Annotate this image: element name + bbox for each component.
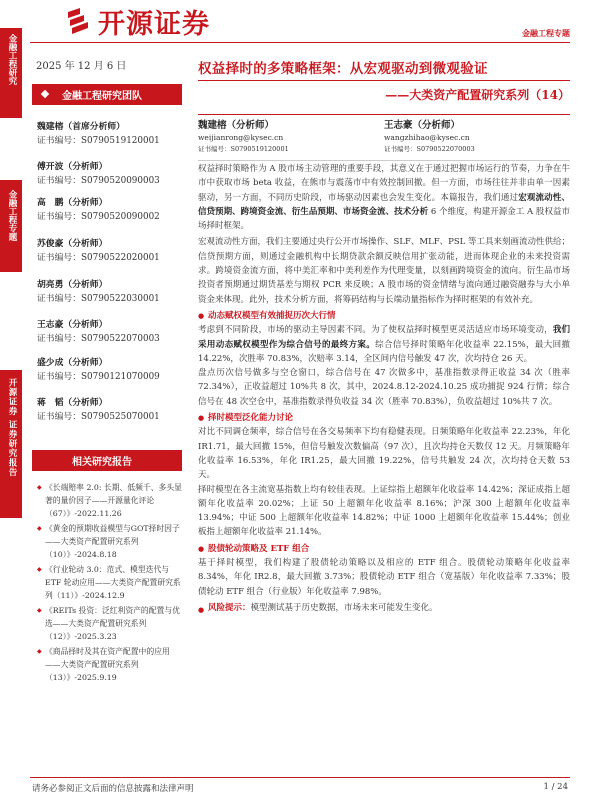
related-report-link[interactable]: ◆ 《REITs 投资：泛红利资产的配置与优选——大类资产配置研究系列（12）》-2025.3.23 xyxy=(37,604,185,643)
related-report-link[interactable]: ◆ 《商品择时及其在资产配置中的应用——大类资产配置研究系列（13）》-2025.9.19 xyxy=(37,645,185,684)
paragraph: 择时模型在各主流宽基指数上均有较佳表现。上证综指上超额年化收益率 14.42%；深证成指上超额年化收益率 20.02%；上证 50 上超额年化收益率 8.16%；沪深 300 上超额年化收益率 13.94%；中证 500 上超额年化收益率 14.82%；中证 1000 上超额年化收益率 15.44%；创业板指上超额年化收益率 21.14%。 xyxy=(198,484,570,538)
footer-disclaimer: 请务必参阅正文后面的信息披露和法律声明 xyxy=(32,784,194,794)
analyst-name: 胡亮勇（分析师） xyxy=(37,280,108,290)
section-bold: 我们采用动态赋权模型作为综合信号的最终方案。 xyxy=(198,325,570,350)
analyst-entry xyxy=(37,278,160,306)
report-date: 2025 年 12 月 6 日 xyxy=(36,61,127,72)
analyst-cert: 证书编号：S0790522070003 xyxy=(37,334,160,344)
author-cert: 证书编号：S0790519120001 xyxy=(198,144,289,153)
logo-mark-icon xyxy=(66,6,92,36)
analyst-entry xyxy=(37,196,160,224)
header-tag: 金融工程专题 xyxy=(522,28,570,38)
side-label-bottom xyxy=(0,378,24,477)
report-subtitle: ——大类资产配置研究系列（14） xyxy=(385,88,570,102)
section-text: 综合信号择时策略年化收益率 22.15%，最大回撤 14.22%，次胜率 70.83%，次赔率 3.14，全区间内信号触发 47 次，次均持仓 26 天。 xyxy=(198,339,570,364)
author-block xyxy=(198,119,289,154)
page-number: 1 / 24 xyxy=(543,782,568,792)
analyst-entry xyxy=(37,318,160,346)
side-label-mid-text: 金融工程专题 xyxy=(7,190,17,241)
analyst-cert: 证书编号：S0790525070001 xyxy=(37,412,160,422)
author-block xyxy=(384,119,475,154)
risk-label: ● 风险提示： xyxy=(198,603,251,613)
analyst-cert: 证书编号：S0790121070009 xyxy=(37,372,160,382)
analyst-cert: 证书编号：S0790519120001 xyxy=(37,136,160,146)
author-email[interactable]: wangzhihao@kysec.cn xyxy=(384,133,470,142)
intro-paragraph xyxy=(198,162,570,233)
side-label-top-text: 金融工程研究 xyxy=(7,34,17,85)
analyst-entry xyxy=(37,356,160,384)
report-title: 权益择时的多策略框架：从宏观驱动到微观验证 xyxy=(198,61,488,77)
section-heading: ● 股债轮动策略及 ETF 组合 xyxy=(198,542,570,556)
title-divider xyxy=(198,80,570,81)
analyst-entry xyxy=(37,160,160,188)
author-divider xyxy=(198,160,570,161)
logo-text: 开源证券 xyxy=(98,8,210,40)
author-name: 魏建榕（分析师） xyxy=(198,120,275,131)
subtitle-divider xyxy=(198,114,570,115)
author-email[interactable]: weijianrong@kysec.cn xyxy=(198,133,284,142)
related-reports-banner: 相关研究报告 xyxy=(32,450,182,471)
risk-text: 模型测试基于历史数据，市场未来可能发生变化。 xyxy=(250,602,438,613)
analyst-entry xyxy=(37,120,160,148)
analyst-name: 蒋 韬（分析师） xyxy=(37,398,108,408)
side-label-top xyxy=(0,34,24,85)
analyst-name: 魏建榕（首席分析师） xyxy=(37,122,125,132)
analyst-cert: 证书编号：S0790520090003 xyxy=(37,176,160,186)
side-label-bottom-text: 开源证券 证券研究报告 xyxy=(7,378,17,477)
risk-line xyxy=(198,601,570,615)
intro-text-b: 6 个维度，构建开源金工 A 股权益市场择时框架。 xyxy=(198,206,570,232)
analyst-cert: 证书编号：S0790522030001 xyxy=(37,294,160,304)
analyst-name: 高 鹏（分析师） xyxy=(37,198,108,208)
author-name: 王志豪（分析师） xyxy=(384,120,461,131)
related-report-link[interactable]: ◆ 《长端赔率 2.0: 长期、低频千、多头显著的量价因子——开源量化评论（67）》-2022.11.26 xyxy=(37,481,185,520)
paragraph xyxy=(198,323,570,366)
paragraph: 盘点历次信号做多与空仓窗口，综合信号在 47 次做多中，基准指数录得正收益 34 次（胜率 72.34%），正收益超过 10%共 8 次，其中，2024.8.12-2024.10.25 成功捕捉 924 行情；综合信号在 48 次空仓中，基准指数录得负收益 34 次（胜率 70.83%），负收益超过 10%共 7 次。 xyxy=(198,368,570,407)
section-heading: ● 动态赋权模型有效捕捉历次大行情 xyxy=(198,309,570,323)
header-divider xyxy=(30,42,570,43)
intro-text-a: 权益择时策略作为 A 股市场主动管理的重要手段，其意义在于通过把握市场运行的节奏，力争在牛市中获取市场 beta 收益，在熊市与震荡市中有效控制回撤。但一方面，市场往往并非由单一因素驱动，另一方面，不同历史阶段，市场驱动因素也会发生变化。本篇报告，我们通过 xyxy=(198,164,570,203)
analyst-name: 王志豪（分析师） xyxy=(37,320,108,330)
analyst-cert: 证书编号：S0790522020001 xyxy=(37,253,160,263)
related-report-link[interactable]: ◆ 《行业轮动 3.0：范式、模型迭代与 ETF 轮动应用——大类资产配置研究系列（11）》-2024.12.9 xyxy=(37,563,185,602)
paragraph: 基于择时模型，我们构建了股债轮动策略以及相应的 ETF 组合。股债轮动策略年化收益率 8.34%，年化 IR2.8，最大回撤 3.73%；股债轮动 ETF 组合（宽基版）年化收益率 7.33%；股债轮动 ETF 组合（行业版）年化收益率 7.98%。 xyxy=(198,558,570,597)
intro-bold: 宏观流动性、信贷预期、跨境资金流、衍生品预期、市场资金流、技术分析 xyxy=(198,192,570,217)
report-body xyxy=(198,162,570,615)
analyst-name: 苏俊豪（分析师） xyxy=(37,239,108,249)
paragraph: 宏观流动性方面，我们主要通过央行公开市场操作、SLF、MLF、PSL 等工具来刻画流动性供给；信贷预期方面，则通过金融机构中长期贷款余额反映信用扩张动能，进而体现企业的未来投资需求。跨境资金流方面，将中美汇率和中美利差作为代理变量，以刻画跨境资金的流向。衍生品市场投资者预期通过期货基差与期权 PCR 来反映；A 股市场的资金情绪与流向通过融资融券与大小单资金来体现。此外，技术分析方面，将筹码结构与长端动量指标作为择时框架的有效补充。 xyxy=(198,237,571,305)
side-strip xyxy=(0,0,24,800)
brand-logo xyxy=(66,2,210,40)
analyst-cert: 证书编号：S0790520090002 xyxy=(37,212,160,222)
related-report-link[interactable]: ◆ 《黄金的预期收益模型与GOT择时因子——大类资产配置研究系列（10）》-2024.8.18 xyxy=(37,522,185,561)
section-text: 考虑到不同阶段，市场的驱动主导因素不同。为了使权益择时模型更灵活适应市场环境变动， xyxy=(198,325,553,336)
analyst-entry xyxy=(37,396,160,424)
footer-divider xyxy=(30,777,570,778)
analyst-entry xyxy=(37,237,160,265)
team-banner: 金融工程研究团队 xyxy=(32,84,182,105)
paragraph: 对比不同调仓频率，综合信号在各交易频率下均有稳健表现。日频策略年化收益率 22.23%，年化 IR1.71，最大回撤 15%，但信号触发次数偏高（97 次），且次均持仓天数仅 12 天。月频策略年化收益率 16.53%，年化 IR1.25，最大回撤 19.22%，信号共触发 24 次，次均持仓天数 53 天。 xyxy=(198,427,570,481)
related-reports-list xyxy=(37,481,185,686)
author-cert: 证书编号：S0790522070003 xyxy=(384,144,475,153)
analyst-name: 盛少成（分析师） xyxy=(37,358,108,368)
section-heading: ● 择时模型泛化能力讨论 xyxy=(198,411,570,425)
analyst-name: 傅开波（分析师） xyxy=(37,162,108,172)
side-label-mid xyxy=(0,190,24,241)
